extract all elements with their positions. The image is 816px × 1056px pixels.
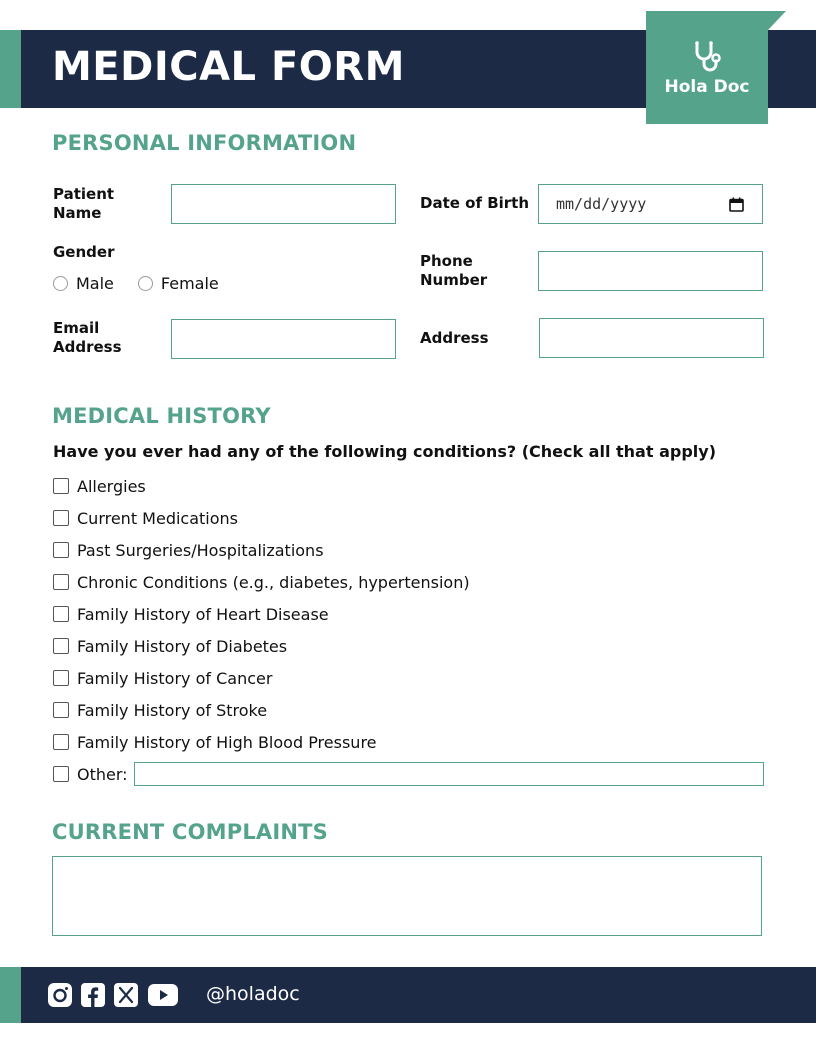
phone-label-line1: Phone	[420, 252, 473, 270]
patient-name-label-line1: Patient	[53, 185, 115, 203]
condition-row[interactable]	[53, 604, 329, 624]
conditions-question: Have you ever had any of the following conditions? (Check all that apply)	[53, 442, 716, 461]
female-radio[interactable]	[138, 276, 153, 291]
condition-checkbox[interactable]	[53, 478, 69, 494]
condition-row[interactable]	[53, 668, 272, 688]
dob-label: Date of Birth	[420, 194, 530, 212]
footer-accent-bar	[0, 967, 21, 1023]
condition-checkbox[interactable]	[53, 574, 69, 590]
condition-row[interactable]	[53, 732, 377, 752]
condition-checkbox[interactable]	[53, 734, 69, 750]
brand-logo	[646, 11, 768, 124]
instagram-icon[interactable]	[48, 983, 72, 1007]
condition-row[interactable]	[53, 572, 470, 592]
complaints-textarea[interactable]	[52, 856, 762, 936]
condition-label: Past Surgeries/Hospitalizations	[77, 540, 324, 560]
condition-label: Family History of Diabetes	[77, 636, 288, 656]
email-label	[53, 319, 122, 357]
email-input[interactable]	[171, 319, 396, 359]
email-label-line2: Address	[53, 338, 122, 356]
condition-label: Family History of High Blood Pressure	[77, 732, 377, 752]
patient-name-label	[53, 185, 114, 223]
dob-input[interactable]	[538, 184, 763, 224]
condition-checkbox[interactable]	[53, 638, 69, 654]
email-label-line1: Email	[53, 319, 100, 337]
x-icon[interactable]	[114, 983, 138, 1007]
patient-name-label-line2: Name	[53, 204, 102, 222]
condition-row[interactable]	[53, 476, 146, 496]
medical-history-heading: MEDICAL HISTORY	[52, 404, 271, 428]
male-radio-label: Male	[76, 274, 114, 293]
address-input[interactable]	[539, 318, 764, 358]
condition-checkbox[interactable]	[53, 606, 69, 622]
personal-info-heading: PERSONAL INFORMATION	[52, 131, 357, 155]
gender-option-male[interactable]	[53, 274, 114, 293]
condition-label: Family History of Heart Disease	[77, 604, 329, 624]
phone-label-line2: Number	[420, 271, 488, 289]
phone-input[interactable]	[538, 251, 763, 291]
gender-option-female[interactable]	[138, 274, 219, 293]
social-handle[interactable]: @holadoc	[206, 983, 300, 1005]
condition-label: Chronic Conditions (e.g., diabetes, hypertension)	[77, 572, 470, 592]
facebook-icon[interactable]	[81, 983, 105, 1007]
other-condition-input[interactable]	[134, 762, 764, 786]
stethoscope-icon	[689, 39, 725, 75]
condition-checkbox[interactable]	[53, 702, 69, 718]
condition-checkbox[interactable]	[53, 510, 69, 526]
condition-label: Family History of Stroke	[77, 700, 268, 720]
header-accent-bar	[0, 30, 21, 108]
condition-checkbox[interactable]	[53, 542, 69, 558]
male-radio[interactable]	[53, 276, 68, 291]
condition-row-other[interactable]	[53, 764, 128, 784]
page-title: MEDICAL FORM	[52, 44, 405, 90]
female-radio-label: Female	[160, 274, 219, 293]
current-complaints-heading: CURRENT COMPLAINTS	[52, 820, 328, 844]
brand-name: Hola Doc	[664, 77, 750, 97]
other-checkbox[interactable]	[53, 766, 69, 782]
condition-label: Current Medications	[77, 508, 239, 528]
gender-radio-group	[53, 274, 243, 293]
phone-label	[420, 252, 487, 290]
youtube-icon[interactable]	[148, 983, 178, 1007]
condition-row[interactable]	[53, 540, 324, 560]
condition-row[interactable]	[53, 636, 287, 656]
address-label: Address	[420, 329, 489, 347]
condition-row[interactable]	[53, 508, 238, 528]
other-label: Other:	[77, 764, 128, 784]
logo-fold	[768, 11, 786, 30]
condition-label: Allergies	[77, 476, 146, 496]
condition-label: Family History of Cancer	[77, 668, 273, 688]
calendar-icon[interactable]	[729, 197, 744, 212]
condition-row[interactable]	[53, 700, 267, 720]
footer-banner	[21, 967, 816, 1023]
patient-name-input[interactable]	[171, 184, 396, 224]
gender-label: Gender	[53, 243, 115, 261]
condition-checkbox[interactable]	[53, 670, 69, 686]
dob-placeholder: mm/dd/yyyy	[556, 195, 647, 213]
